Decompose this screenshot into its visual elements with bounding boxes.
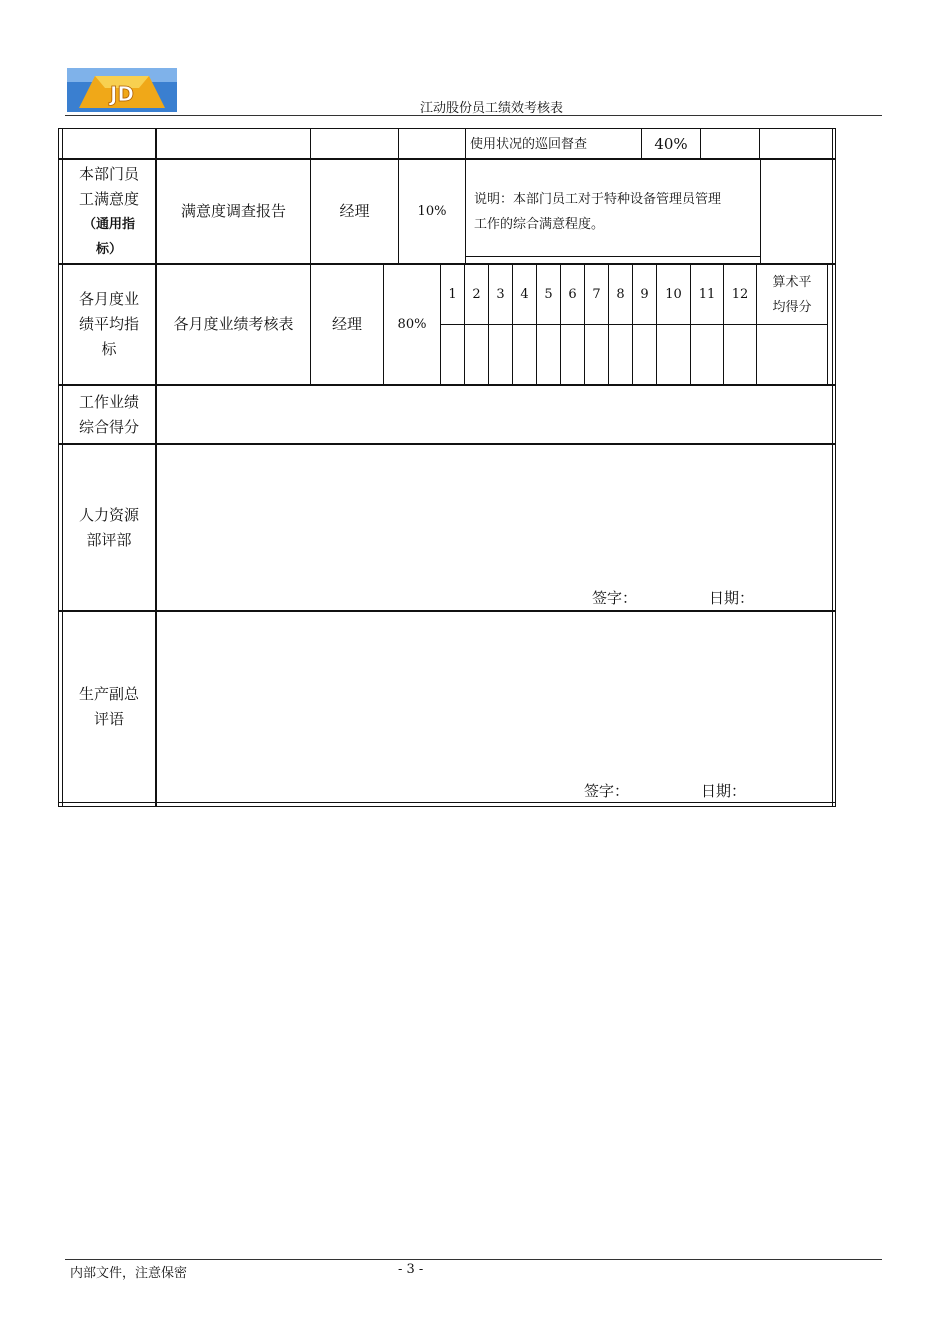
month-9: 9 [640, 287, 649, 302]
total-score-label [63, 386, 155, 443]
month-11: 11 [698, 287, 716, 302]
hr-label-line1: 人力资源 [78, 505, 139, 524]
total-score-field[interactable] [157, 386, 832, 443]
satisfaction-note-line2: 工作的综合满意程度。 [474, 217, 605, 232]
vp-comment-label [63, 612, 155, 802]
month-2: 2 [472, 287, 481, 302]
satisfaction-label [63, 160, 155, 263]
monthly-label-line3: 标 [101, 340, 117, 358]
month-1: 1 [448, 287, 457, 302]
company-logo [67, 68, 177, 112]
satisfaction-label-line1: 本部门员 [78, 164, 139, 183]
hr-label-line2: 部评部 [86, 530, 132, 549]
satisfaction-note-line1: 说明：本部门员工对于特种设备管理员管理 [474, 192, 722, 207]
monthly-label-line2: 绩平均指 [78, 315, 139, 333]
hr-sign-label: 签字： [592, 589, 638, 607]
total-label-line2: 综合得分 [78, 417, 139, 436]
hr-date-label: 日期： [709, 589, 755, 607]
total-label-line1: 工作业绩 [78, 392, 139, 411]
monthly-label [63, 265, 155, 384]
average-score-line1: 算术平 [772, 274, 812, 290]
document-title: 江动股份员工绩效考核表 [420, 101, 564, 116]
monthly-label-line1: 各月度业 [78, 290, 139, 308]
monthly-weight: 80% [397, 317, 427, 332]
average-score-line2: 均得分 [772, 299, 812, 315]
satisfaction-label-line3: （通用指 [82, 216, 135, 232]
month-7: 7 [592, 287, 601, 302]
satisfaction-source: 满意度调查报告 [180, 202, 286, 220]
month-3: 3 [496, 287, 505, 302]
vp-label-line1: 生产副总 [78, 685, 139, 703]
confidential-notice: 内部文件，注意保密 [70, 1266, 188, 1281]
vp-sign-label: 签字： [584, 782, 630, 800]
hr-review-label [63, 445, 155, 610]
month-5: 5 [544, 287, 553, 302]
month-4: 4 [520, 287, 529, 302]
vp-comment-field[interactable] [157, 612, 832, 802]
month-10: 10 [665, 287, 682, 302]
monthly-source: 各月度业绩考核表 [173, 315, 294, 333]
satisfaction-weight: 10% [417, 204, 447, 219]
prev-item-text: 使用状况的巡回督查 [470, 136, 588, 152]
month-6: 6 [568, 287, 577, 302]
month-8: 8 [616, 287, 625, 302]
svg-text:JD: JD [109, 82, 135, 106]
vp-date-label: 日期： [701, 782, 747, 800]
prev-weight: 40% [654, 134, 688, 153]
monthly-evaluator: 经理 [331, 315, 362, 333]
vp-label-line2: 评语 [93, 710, 124, 728]
satisfaction-label-line4: 标） [95, 241, 122, 257]
satisfaction-label-line2: 工满意度 [78, 189, 139, 208]
satisfaction-evaluator: 经理 [339, 202, 370, 220]
month-12: 12 [731, 287, 749, 302]
header-rule [65, 115, 882, 116]
footer-rule [65, 1259, 882, 1260]
page-number: - 3 - [398, 1262, 424, 1277]
average-score-header [757, 265, 827, 324]
